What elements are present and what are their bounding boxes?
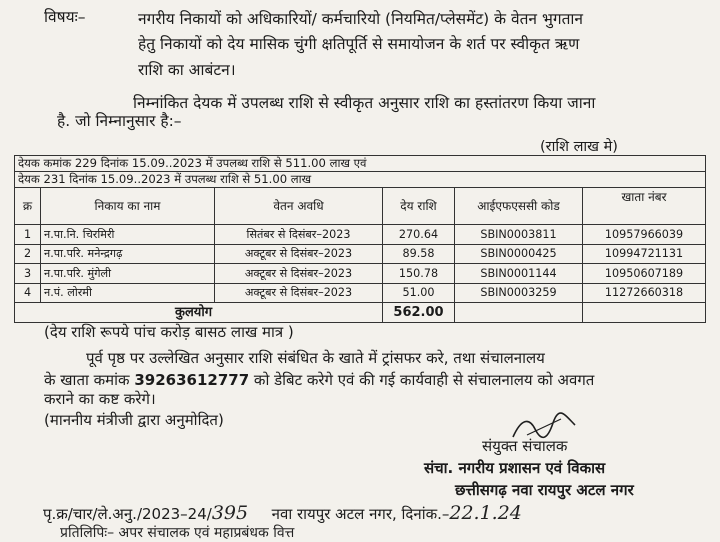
reference-number-handwritten: 395 xyxy=(211,502,249,524)
row-account: 10957966039 xyxy=(583,225,706,245)
instruction-line-2-post: को डेबिट करेगे एवं की गई कार्यवाही से संचालनालय को अवगत xyxy=(253,371,595,389)
intro-line-1: निम्नांकित देयक में उपलब्ध राशि से स्वीकृत अनुसार राशि का हस्तांतरण किया जाना xyxy=(133,94,596,112)
amount-in-words: (देय राशि रूपये पांच करोड़ बासठ लाख मात्र ) xyxy=(44,323,294,341)
header-account: खाता नंबर xyxy=(583,188,706,225)
row-sn: 2 xyxy=(15,244,41,264)
reference-line xyxy=(43,504,522,524)
header-ifsc: आईएफएससी कोड xyxy=(455,188,583,225)
cutoff-copy-line xyxy=(60,523,360,541)
row-amount: 89.58 xyxy=(383,244,455,264)
row-amount: 150.78 xyxy=(383,264,455,284)
row-account: 10950607189 xyxy=(583,264,706,284)
table-row xyxy=(15,264,706,284)
reference-date-handwritten: 22.1.24 xyxy=(449,502,522,524)
approval-note: (माननीय मंत्रीजी द्वारा अनुमोदित) xyxy=(44,411,224,429)
cutoff-copy-text: प्रतिलिपिः– अपर संचालक एवं महाप्रबंधक वित्त xyxy=(60,525,295,541)
row-sn: 1 xyxy=(15,225,41,245)
allocation-table xyxy=(14,155,706,323)
row-amount: 270.64 xyxy=(383,225,455,245)
row-sn: 4 xyxy=(15,283,41,303)
row-body: न.पा.परि. मुंगेली xyxy=(41,264,215,284)
row-body: न.पा.नि. चिरमिरी xyxy=(41,225,215,245)
header-sn: क्र xyxy=(15,188,41,225)
ref-line-2: देयक 231 दिनांक 15.09..2023 में उपलब्ध राशि से 51.00 लाख xyxy=(15,172,706,188)
directorate-account-number: 39263612777 xyxy=(134,371,250,389)
signatory-title: संयुक्त संचालक xyxy=(482,437,568,455)
table-header xyxy=(15,188,706,225)
row-body: न.पा.परि. मनेन्द्रगढ़ xyxy=(41,244,215,264)
signatory-city: छत्तीसगढ़ नवा रायपुर अटल नगर xyxy=(455,481,634,499)
unit-note: (राशि लाख मे) xyxy=(540,139,618,155)
table-row xyxy=(15,225,706,245)
total-empty-ifsc xyxy=(455,303,583,323)
ref-line-1: देयक कमांक 229 दिनांक 15.09..2023 में उपलब्ध राशि से 511.00 लाख एवं xyxy=(15,156,706,172)
row-amount: 51.00 xyxy=(383,283,455,303)
header-amount: देय राशि xyxy=(383,188,455,225)
subject-line-3: राशि का आबंटन। xyxy=(138,61,236,79)
table-row xyxy=(15,283,706,303)
row-period: अक्टूबर से दिसंबर–2023 xyxy=(215,244,383,264)
instruction-line-2 xyxy=(44,371,594,390)
row-account: 10994721131 xyxy=(583,244,706,264)
total-label: कुलयोग xyxy=(15,303,383,323)
instruction-line-2-pre: के खाता कमांक xyxy=(44,371,130,389)
row-period: अक्टूबर से दिसंबर–2023 xyxy=(215,264,383,284)
subject-line-2: हेतु निकायों को देय मासिक चुंगी क्षतिपूर्ति से समायोजन के शर्त पर स्वीकृत ऋण xyxy=(138,35,580,53)
table-ref-row-1 xyxy=(15,156,706,172)
row-ifsc: SBIN0001144 xyxy=(455,264,583,284)
signatory-office: संचा. नगरीय प्रशासन एवं विकास xyxy=(424,459,606,477)
row-sn: 3 xyxy=(15,264,41,284)
reference-prefix: पृ.क्र/चार/ले.अनु./2023–24/ xyxy=(43,505,212,523)
row-account: 11272660318 xyxy=(583,283,706,303)
table-ref-row-2 xyxy=(15,172,706,188)
row-period: अक्टूबर से दिसंबर–2023 xyxy=(215,283,383,303)
header-period: वेतन अवधि xyxy=(215,188,383,225)
reference-middle: नवा रायपुर अटल नगर, दिनांक.– xyxy=(271,505,450,523)
row-ifsc: SBIN0003811 xyxy=(455,225,583,245)
row-ifsc: SBIN0003259 xyxy=(455,283,583,303)
total-amount: 562.00 xyxy=(383,303,455,323)
subject-label: विषयः– xyxy=(44,8,86,26)
instruction-line-3: कराने का कष्ट करेगे। xyxy=(44,390,156,408)
table-row xyxy=(15,244,706,264)
row-ifsc: SBIN0000425 xyxy=(455,244,583,264)
subject-line-1: नगरीय निकायों को अधिकारियों/ कर्मचारियो (नियमित/प्लेसमेंट) के वेतन भुगतान xyxy=(138,10,584,28)
intro-line-2: है. जो निम्नानुसार है:– xyxy=(57,112,182,130)
instruction-line-1: पूर्व पृष्ठ पर उल्लेखित अनुसार राशि संबंधित के खाते में ट्रांसफर करे, तथा संचालनालय xyxy=(86,349,545,367)
row-period: सितंबर से दिसंबर–2023 xyxy=(215,225,383,245)
header-body: निकाय का नाम xyxy=(41,188,215,225)
table-total-row xyxy=(15,303,706,323)
row-body: न.पं. लोरमी xyxy=(41,283,215,303)
total-empty-account xyxy=(583,303,706,323)
